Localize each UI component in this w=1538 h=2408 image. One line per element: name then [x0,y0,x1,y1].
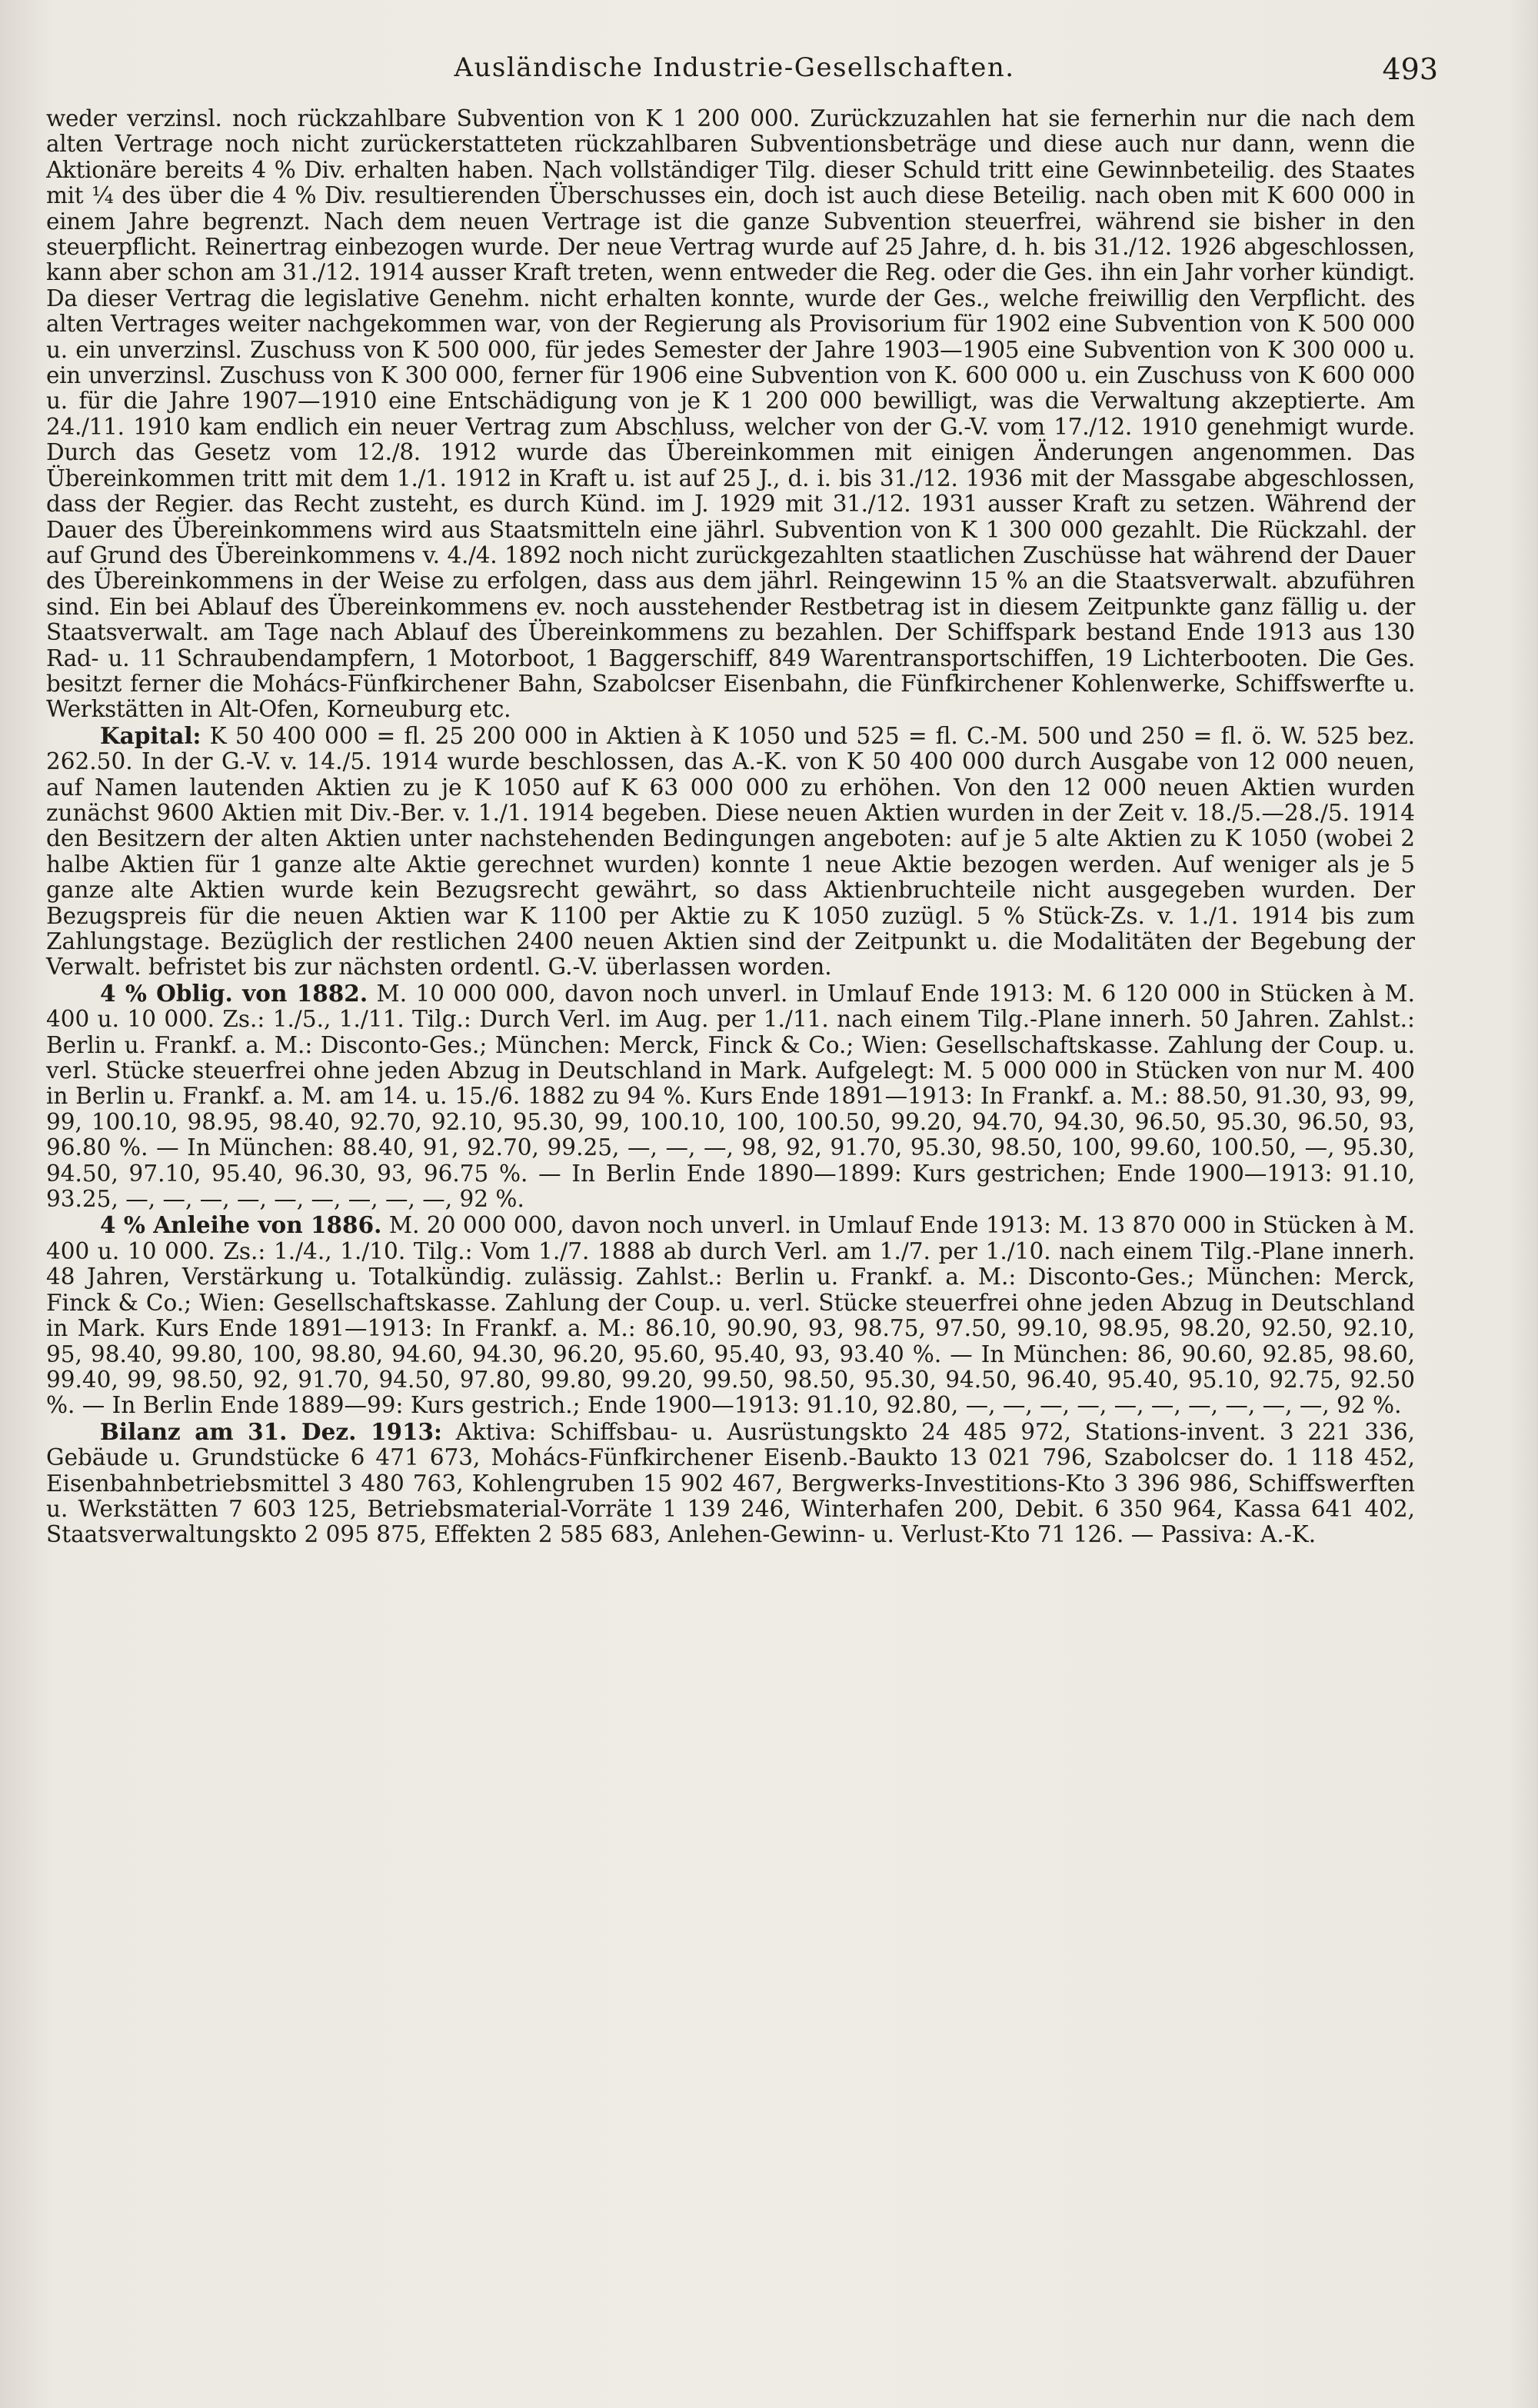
page-number: 493 [1382,52,1438,86]
page-header [31,52,1438,89]
oblig-1882-label: 4 % Oblig. von 1882. [100,979,368,1007]
running-title: Ausländische Industrie-Gesellschaften. [454,52,1015,83]
kapital-label: Kapital: [100,721,201,749]
oblig-1882-text: M. 10 000 000, davon noch unverl. in Umlauf Ende 1913: M. 6 120 000 in Stücken à M. 400 u. 10 000. Zs.: 1./5., 1./11. Tilg.: Durch Verl. im Aug. per 1./11. nach einem Tilg.-Plane innerh. 50 Jahren. Zahlst.: Berlin u. Frankf. a. M.: Disconto-Ges.; München: Merck, Finck & Co.; Wien: Gesellschaftskasse. Zahlung der Coup. u. verl. Stücke steuerfrei ohne jeden Abzug in Deutschland in Mark. Aufgelegt: M. 5 000 000 in Stücken von nur M. 400 in Berlin u. Frankf. a. M. am 14. u. 15./6. 1882 zu 94 %. Kurs Ende 1891—1913: In Frankf. a. M.: 88.50, 91.30, 93, 99, 99, 100.10, 98.95, 98.40, 92.70, 92.10, 95.30, 99, 100.10, 100, 100.50, 99.20, 94.70, 94.30, 96.50, 95.30, 96.50, 93, 96.80 %. — In München: 88.40, 91, 92.70, 99.25, —, —, —, 98, 92, 91.70, 95.30, 98.50, 100, 99.60, 100.50, —, 95.30, 94.50, 97.10, 95.40, 96.30, 93, 96.75 %. — In Berlin Ende 1890—1899: Kurs gestrichen; Ende 1900—1913: 91.10, 93.25, —, —, —, —, —, —, —, —, —, 92 %. [46,980,1415,1213]
bilanz-text: Aktiva: Schiffsbau- u. Ausrüstungskto 24 485 972, Stations-invent. 3 221 336, Gebäude u. Grundstücke 6 471 673, Mohács-Fünfkirchener Eisenb.-Baukto 13 021 796, Szabolcser do. 1 118 452, Eisenbahnbetriebsmittel 3 480 763, Kohlengruben 15 902 467, Bergwerks-Investitions-Kto 3 396 986, Schiffswerften u. Werkstätten 7 603 125, Betriebsmaterial-Vorräte 1 139 246, Winterhafen 200, Debit. 6 350 964, Kassa 641 402, Staatsverwaltungskto 2 095 875, Effekten 2 585 683, Anlehen-Gewinn- u. Verlust-Kto 71 126. — Passiva: A.-K. [46,1418,1415,1548]
paragraph-subvention: weder verzinsl. noch rückzahlbare Subvention von K 1 200 000. Zurückzuzahlen hat sie fernerhin nur die nach dem alten Vertrage noch nicht zurückerstatteten rückzahlbaren Subventionsbeträge und diese auch nur dann, wenn die Aktionäre bereits 4 % Div. erhalten haben. Nach vollständiger Tilg. dieser Schuld tritt eine Gewinnbeteilig. des Staates mit ¼ des über die 4 % Div. resultierenden Überschusses ein, doch ist auch diese Beteilig. nach oben mit K 600 000 in einem Jahre begrenzt. Nach dem neuen Vertrage ist die ganze Subvention steuerfrei, während sie bisher in den steuerpflicht. Reinertrag einbezogen wurde. Der neue Vertrag wurde auf 25 Jahre, d. h. bis 31./12. 1926 abgeschlossen, kann aber schon am 31./12. 1914 ausser Kraft treten, wenn entweder die Reg. oder die Ges. ihn ein Jahr vorher kündigt. Da dieser Vertrag die legislative Genehm. nicht erhalten konnte, wurde der Ges., welche freiwillig den Verpflicht. des alten Vertrages weiter nachgekommen war, von der Regierung als Provisorium für 1902 eine Subvention von K 500 000 u. ein unverzinsl. Zuschuss von K 500 000, für jedes Semester der Jahre 1903—1905 eine Subvention von K 300 000 u. ein unverzinsl. Zuschuss von K 300 000, ferner für 1906 eine Subvention von K. 600 000 u. ein Zuschuss von K 600 000 u. für die Jahre 1907—1910 eine Entschädigung von je K 1 200 000 bewilligt, was die Verwaltung akzeptierte. Am 24./11. 1910 kam endlich ein neuer Vertrag zum Abschluss, welcher von der G.-V. vom 17./12. 1910 genehmigt wurde. Durch das Gesetz vom 12./8. 1912 wurde das Übereinkommen mit einigen Änderungen angenommen. Das Übereinkommen tritt mit dem 1./1. 1912 in Kraft u. ist auf 25 J., d. i. bis 31./12. 1936 mit der Massgabe abgeschlossen, dass der Regier. das Recht zusteht, es durch Künd. im J. 1929 mit 31./12. 1931 ausser Kraft zu setzen. Während der Dauer des Übereinkommens wird aus Staatsmitteln eine jährl. Subvention von K 1 300 000 gezahlt. Die Rückzahl. der auf Grund des Übereinkommens v. 4./4. 1892 noch nicht zurückgezahlten staatlichen Zuschüsse hat während der Dauer des Übereinkommens in der Weise zu erfolgen, dass aus dem jährl. Reingewinn 15 % an die Staatsverwalt. abzuführen sind. Ein bei Ablauf des Übereinkommens ev. noch ausstehender Restbetrag ist in diesem Zeitpunkte ganz fällig u. der Staatsverwalt. am Tage nach Ablauf des Übereinkommens zu bezahlen. Der Schiffspark bestand Ende 1913 aus 130 Rad- u. 11 Schraubendampfern, 1 Motorboot, 1 Baggerschiff, 849 Warentransportschiffen, 19 Lichterbooten. Die Ges. besitzt ferner die Mohács-Fünfkirchener Bahn, Szabolcser Eisenbahn, die Fünfkirchener Kohlenwerke, Schiffswerfte u. Werkstätten in Alt-Ofen, Korneuburg etc. [46,105,1415,723]
anleihe-1886-label: 4 % Anleihe von 1886. [100,1211,382,1239]
paragraph-kapital [46,723,1415,981]
paragraph-oblig-1882 [46,981,1415,1213]
anleihe-1886-text: M. 20 000 000, davon noch unverl. in Umlauf Ende 1913: M. 13 870 000 in Stücken à M. 400 u. 10 000. Zs.: 1./4., 1./10. Tilg.: Vom 1./7. 1888 ab durch Verl. am 1./7. per 1./10. nach einem Tilg.-Plane innerh. 48 Jahren, Verstärkung u. Totalkündig. zulässig. Zahlst.: Berlin u. Frankf. a. M.: Disconto-Ges.; München: Merck, Finck & Co.; Wien: Gesellschaftskasse. Zahlung der Coup. u. verl. Stücke steuerfrei ohne jeden Abzug in Deutschland in Mark. Kurs Ende 1891—1913: In Frankf. a. M.: 86.10, 90.90, 93, 98.75, 97.50, 99.10, 98.95, 98.20, 92.50, 92.10, 95, 98.40, 99.80, 100, 98.80, 94.60, 94.30, 96.20, 95.60, 95.40, 93, 93.40 %. — In München: 86, 90.60, 92.85, 98.60, 99.40, 99, 98.50, 92, 91.70, 94.50, 97.80, 99.80, 99.20, 99.50, 98.50, 95.30, 94.50, 96.40, 95.40, 95.10, 92.75, 92.50 %. — In Berlin Ende 1889—99: Kurs gestrich.; Ende 1900—1913: 91.10, 92.80, —, —, —, —, —, —, —, —, —, —, 92 %. [46,1212,1415,1419]
body-text [46,106,1415,1548]
kapital-text: K 50 400 000 = fl. 25 200 000 in Aktien à K 1050 und 525 = fl. C.-M. 500 und 250 = fl. ö. W. 525 bez. 262.50. In der G.-V. v. 14./5. 1914 wurde beschlossen, das A.-K. von K 50 400 000 durch Ausgabe von 12 000 neuen, auf Namen lautenden Aktien zu je K 1050 auf K 63 000 000 zu erhöhen. Von den 12 000 neuen Aktien wurden zunächst 9600 Aktien mit Div.-Ber. v. 1./1. 1914 begeben. Diese neuen Aktien wurden in der Zeit v. 18./5.—28./5. 1914 den Besitzern der alten Aktien unter nachstehenden Bedingungen angeboten: auf je 5 alte Aktien zu K 1050 (wobei 2 halbe Aktien für 1 ganze alte Aktie gerechnet wurden) konnte 1 neue Aktie bezogen werden. Auf weniger als je 5 ganze alte Aktien wurde kein Bezugsrecht gewährt, so dass Aktienbruchteile nicht ausgegeben wurden. Der Bezugspreis für die neuen Aktien war K 1100 per Aktie zu K 1050 zuzügl. 5 % Stück-Zs. v. 1./1. 1914 bis zum Zahlungstage. Bezüglich der restlichen 2400 neuen Aktien sind der Zeitpunkt u. die Modalitäten der Begebung der Verwalt. befristet bis zur nächsten ordentl. G.-V. überlassen worden. [46,722,1415,981]
paragraph-bilanz [46,1419,1415,1548]
bilanz-label: Bilanz am 31. Dez. 1913: [100,1417,442,1445]
paragraph-anleihe-1886 [46,1212,1415,1418]
